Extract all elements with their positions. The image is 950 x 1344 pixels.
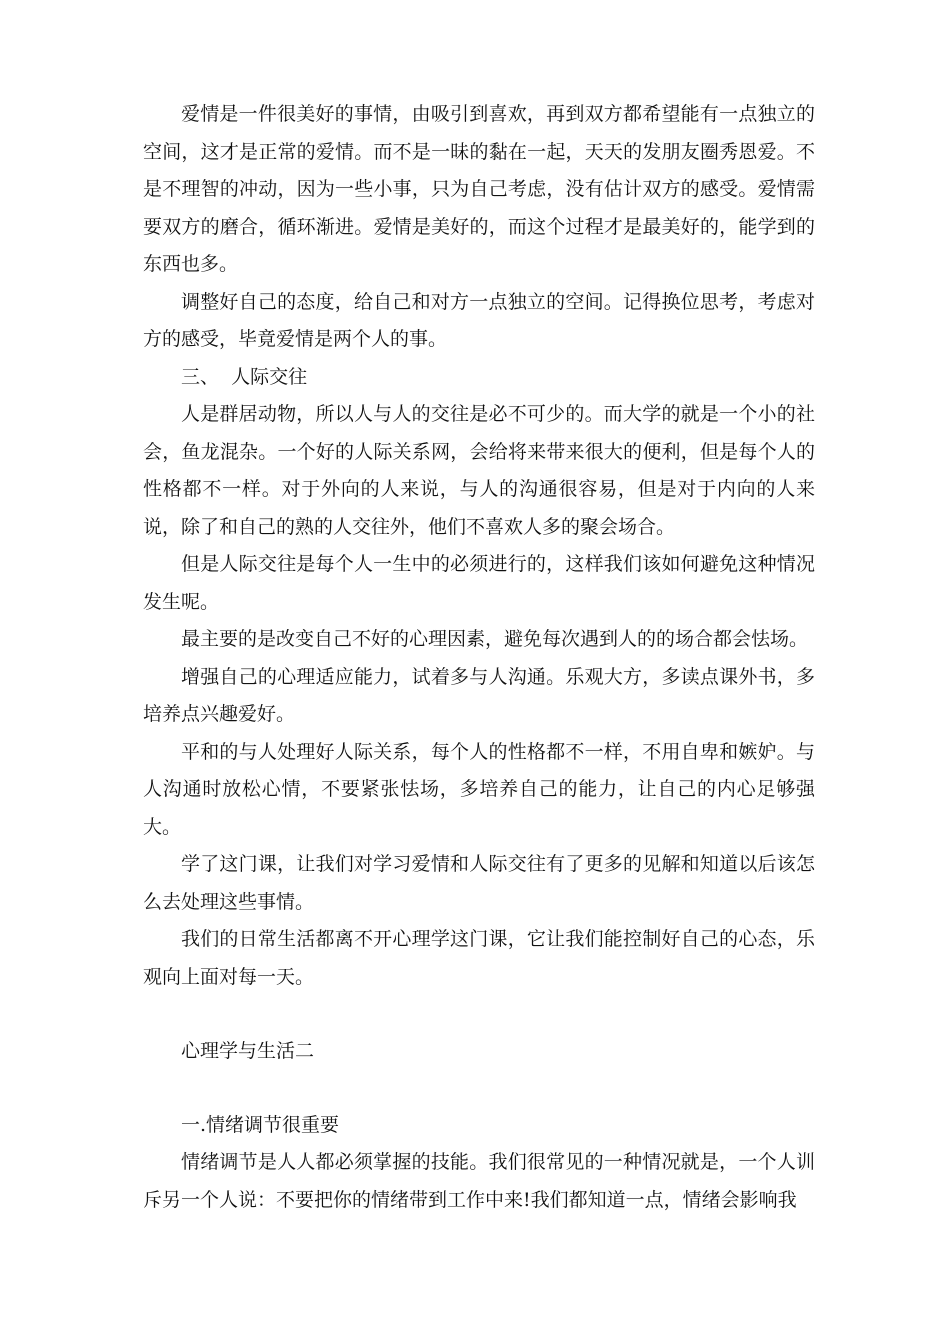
paragraph-social-animals: 人是群居动物，所以人与人的交往是必不可少的。而大学的就是一个小的社会，鱼龙混杂。一个好的人际关系网，会给将来带来很大的便利，但是每个人的性格都不一样。对于外向的人来说，与人的沟通很容易，但是对于内向的人来说，除了和自己的熟的人交往外，他们不喜欢人多的聚会场合。 (143, 403, 815, 538)
part-two-title: 心理学与生活二 (181, 1040, 315, 1062)
blank-line (143, 996, 815, 1033)
paragraph-relationships: 平和的与人处理好人际关系，每个人的性格都不一样，不用自卑和嫉妒。与人沟通时放松心情，不要紧张怯场，多培养自己的能力，让自己的内心足够强大。 (143, 740, 815, 838)
section-heading-interpersonal: 三、 人际交往 (181, 365, 308, 388)
paragraph-adjust-attitude: 调整好自己的态度，给自己和对方一点独立的空间。记得换位思考，考虑对方的感受，毕竟爱情是两个人的事。 (143, 290, 815, 350)
paragraph-daily-life: 我们的日常生活都离不开心理学这门课，它让我们能控制好自己的心态，乐观向上面对每一天。 (143, 928, 815, 988)
paragraph-avoid-situation: 但是人际交往是每个人一生中的必须进行的，这样我们该如何避免这种情况发生呢。 (143, 553, 815, 613)
paragraph-change-psychology: 最主要的是改变自己不好的心理因素，避免每次遇到人的的场合都会怯场。 (181, 628, 809, 650)
paragraph-course-learned: 学了这门课，让我们对学习爱情和人际交往有了更多的见解和知道以后该怎么去处理这些事情。 (143, 853, 815, 913)
document-body (143, 96, 815, 1219)
section-heading-emotion: 一.情绪调节很重要 (181, 1113, 340, 1136)
paragraph-love-beauty: 爱情是一件很美好的事情，由吸引到喜欢，再到双方都希望能有一点独立的空间，这才是正常的爱情。而不是一昧的黏在一起，天天的发朋友圈秀恩爱。不是不理智的冲动，因为一些小事，只为自己考虑，没有估计双方的感受。爱情需要双方的磨合，循环渐进。爱情是美好的，而这个过程才是最美好的，能学到的东西也多。 (143, 103, 815, 275)
paragraph-adaptability: 增强自己的心理适应能力，试着多与人沟通。乐观大方，多读点课外书，多培养点兴趣爱好。 (143, 665, 815, 725)
paragraph-emotion-regulation: 情绪调节是人人都必须掌握的技能。我们很常见的一种情况就是，一个人训斥另一个人说：不要把你的情绪带到工作中来!我们都知道一点，情绪会影响我 (143, 1151, 815, 1211)
blank-line (143, 1071, 815, 1107)
